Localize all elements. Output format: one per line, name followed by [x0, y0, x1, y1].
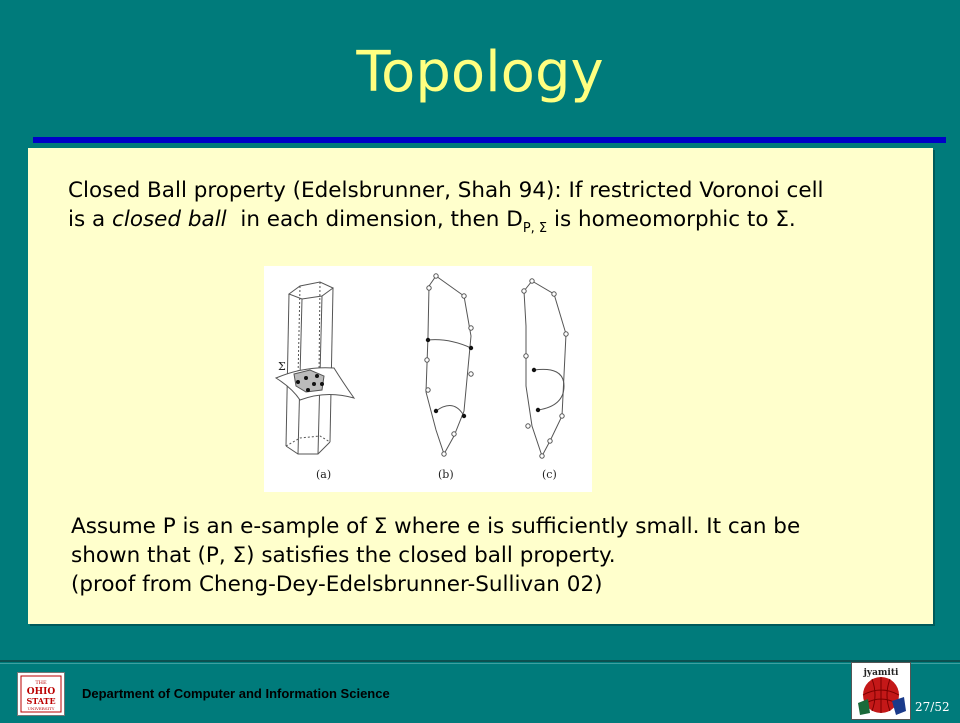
closed-ball-paragraph	[68, 176, 918, 243]
cell-b-points	[425, 274, 473, 456]
svg-text:STATE: STATE	[26, 696, 56, 706]
svg-text:OHIO: OHIO	[26, 687, 56, 697]
closed-ball-italic: closed ball	[112, 207, 227, 232]
line2-text-a: is a	[68, 207, 113, 232]
paragraph1-line1: Closed Ball property (Edelsbrunner, Shah 94): If restricted Voronoi cell	[68, 178, 824, 203]
title-rule	[33, 137, 946, 143]
slide-title: Topology	[356, 40, 604, 105]
voronoi-figure	[264, 266, 592, 492]
caption-c: (c)	[542, 468, 557, 481]
osu-logo-svg	[18, 673, 64, 715]
paragraph2-line3: (proof from Cheng-Dey-Edelsbrunner-Sullivan 02)	[71, 572, 603, 597]
dp-sigma-subscript: P, Σ	[522, 221, 548, 236]
caption-b: (b)	[438, 468, 454, 481]
assumption-paragraph	[71, 512, 911, 599]
voronoi-figure-svg	[264, 266, 592, 492]
cell-c-drawing	[524, 281, 566, 456]
svg-text:UNIVERSITY: UNIVERSITY	[27, 706, 55, 711]
svg-text:THE: THE	[35, 680, 47, 686]
paragraph2-line1: Assume P is an e-sample of Σ where e is sufficiently small. It can be	[71, 514, 801, 539]
line2-text-c: is homeomorphic to Σ.	[547, 207, 796, 232]
osu-logo	[17, 672, 65, 716]
svg-text:jyamiti: jyamiti	[863, 668, 899, 678]
cell-b-drawing	[426, 276, 471, 454]
line2-text-b: in each dimension, then D	[226, 207, 523, 232]
jyamiti-logo	[851, 662, 911, 720]
footer-rule-highlight	[0, 663, 960, 664]
jyamiti-logo-svg	[852, 663, 910, 719]
sigma-label: Σ	[278, 360, 286, 373]
prism-drawing	[276, 282, 354, 454]
footer-rule	[0, 660, 960, 662]
department-name: Department of Computer and Information Science	[82, 686, 390, 701]
content-box	[28, 148, 933, 624]
cell-c-points	[522, 279, 568, 458]
paragraph2-line2: shown that (P, Σ) satisfies the closed ball property.	[71, 543, 616, 568]
page-number: 27/52	[915, 700, 950, 714]
caption-a: (a)	[316, 468, 332, 481]
paragraph1-line2	[68, 205, 918, 243]
